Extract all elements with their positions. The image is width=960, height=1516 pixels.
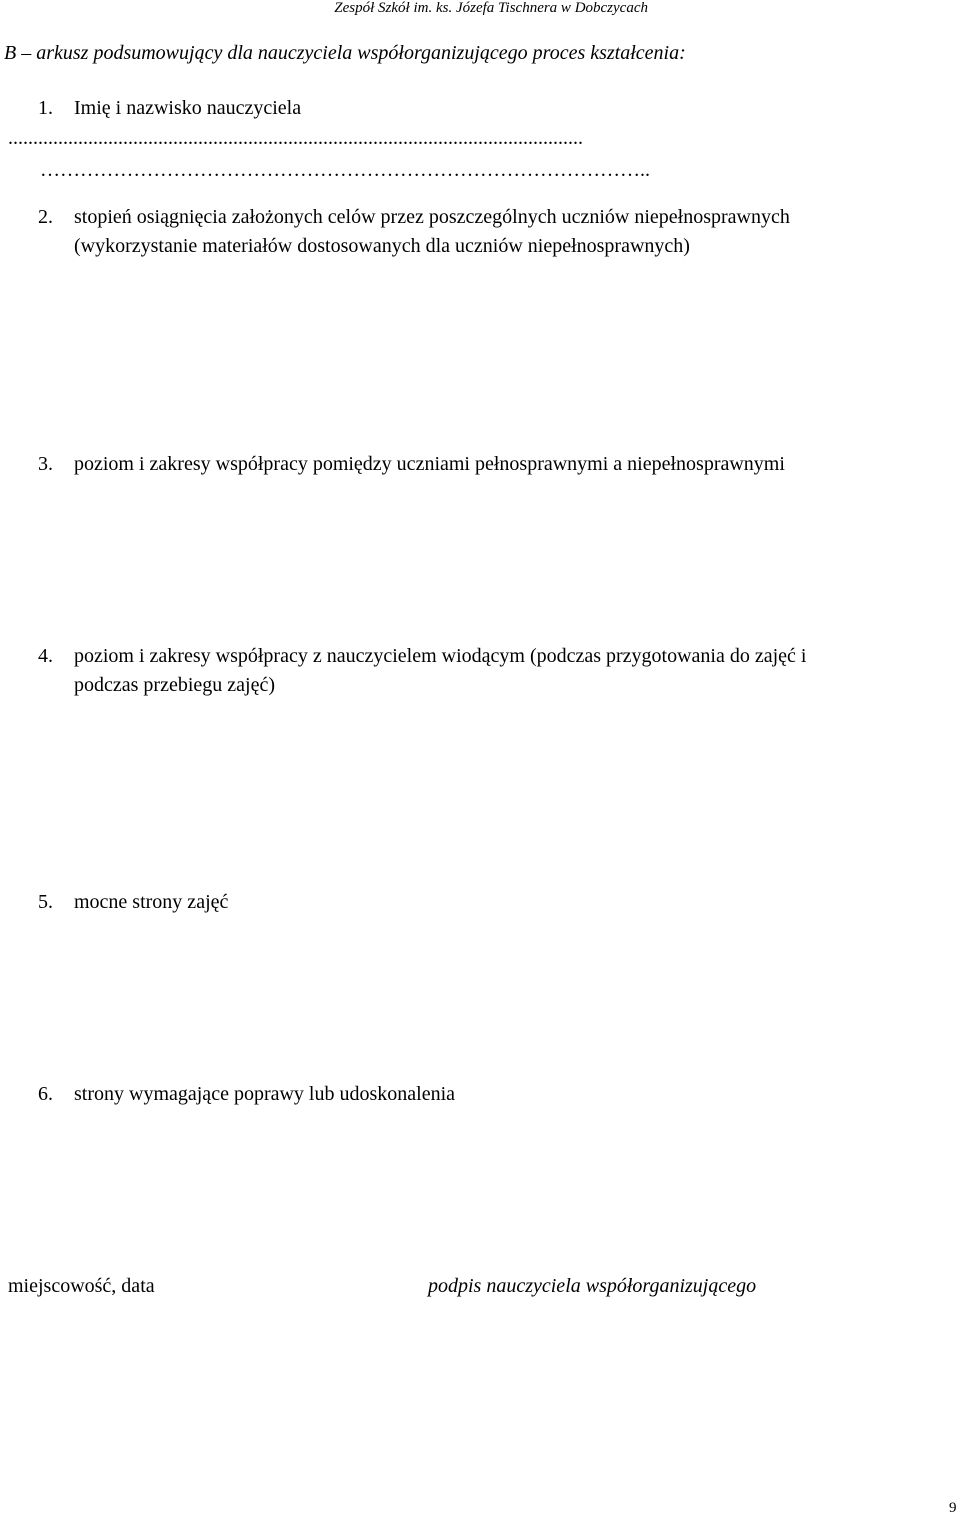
item-2-label-line-1: stopień osiągnięcia założonych celów przez poszczególnych uczniów niepełnosprawnych <box>74 206 790 228</box>
name-dotted-line-2[interactable]: ……………………………………………………………………………….. <box>40 160 650 180</box>
item-2 <box>0 203 960 263</box>
item-1-number: 1. <box>38 97 53 119</box>
page-number: 9 <box>949 1500 957 1516</box>
item-6 <box>0 1080 960 1110</box>
item-5-label: mocne strony zajęć <box>74 891 229 913</box>
school-header: Zespół Szkół im. ks. Józefa Tischnera w Dobczycach <box>334 0 648 16</box>
item-1 <box>0 94 960 124</box>
item-5-number: 5. <box>38 891 53 913</box>
signature-label: podpis nauczyciela współorganizującego <box>428 1275 757 1297</box>
form-title: B – arkusz podsumowujący dla nauczyciela współorganizującego proces kształcenia: <box>4 42 686 64</box>
item-4-number: 4. <box>38 645 53 667</box>
item-2-label-line-2: (wykorzystanie materiałów dostosowanych dla uczniów niepełnosprawnych) <box>74 235 690 257</box>
item-3-label: poziom i zakresy współpracy pomiędzy uczniami pełnosprawnymi a niepełnosprawnymi <box>74 453 785 475</box>
item-2-number: 2. <box>38 206 53 228</box>
item-6-number: 6. <box>38 1083 53 1105</box>
place-date-label: miejscowość, data <box>8 1275 155 1297</box>
item-4-label-line-2: podczas przebiegu zajęć) <box>74 674 275 696</box>
name-dotted-line-1[interactable]: ................................................................................................................... <box>8 128 583 148</box>
item-4 <box>0 642 960 702</box>
item-4-label-line-1: poziom i zakresy współpracy z nauczycielem wiodącym (podczas przygotowania do zajęć i <box>74 645 807 667</box>
item-3-number: 3. <box>38 453 53 475</box>
item-1-label: Imię i nazwisko nauczyciela <box>74 97 302 119</box>
item-5 <box>0 888 960 918</box>
item-3 <box>0 450 960 480</box>
item-6-label: strony wymagające poprawy lub udoskonalenia <box>74 1083 456 1105</box>
